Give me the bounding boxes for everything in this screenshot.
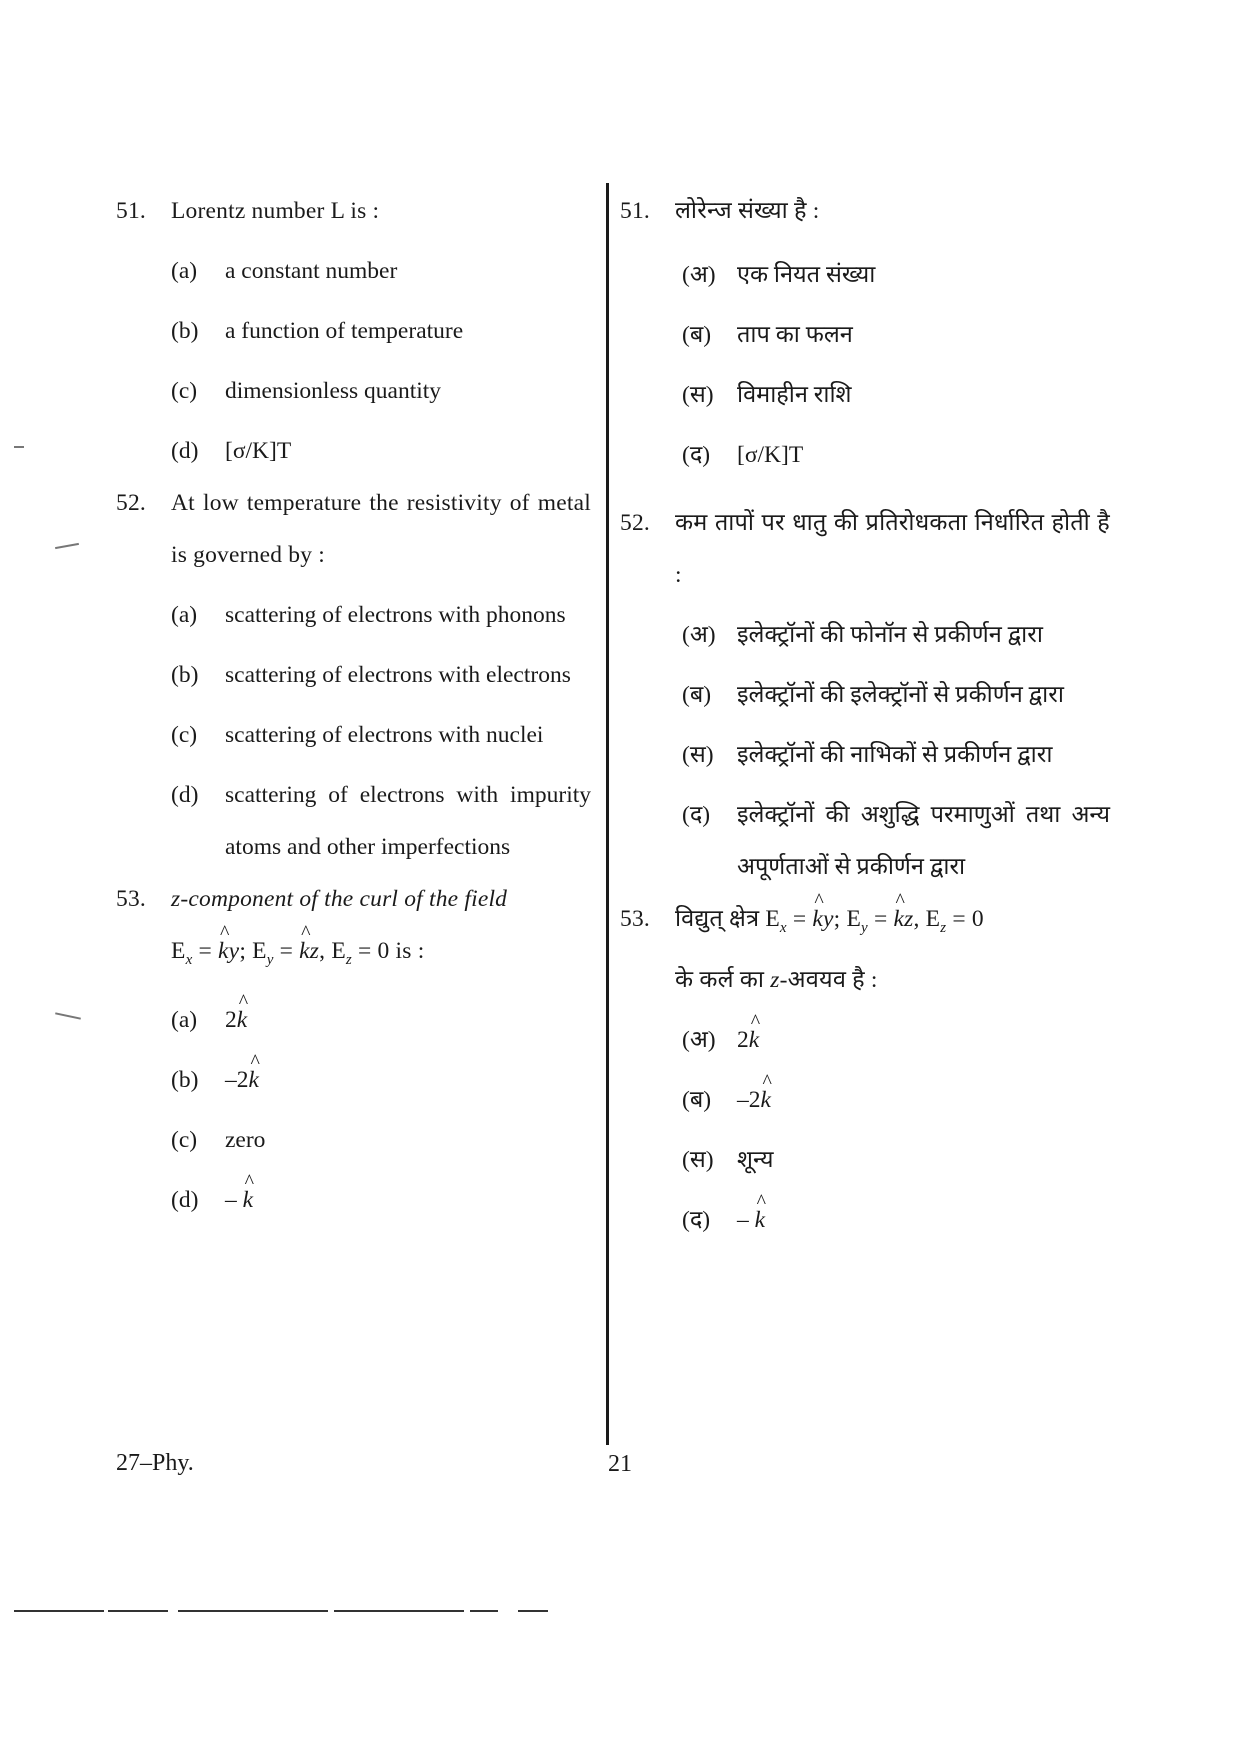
option-a (116, 245, 591, 297)
option-text: इलेक्ट्रॉनों की अशुद्धि परमाणुओं तथा अन्य अपूर्णताओं से प्रकीर्णन द्वारा (737, 802, 1110, 880)
option-label: (द) (682, 802, 711, 828)
question-number: 53. (116, 886, 146, 912)
question-number: 52. (116, 490, 146, 516)
paper-code: 27–Phy. (116, 1450, 194, 1476)
question-text: लोरेन्ज संख्या है : (675, 198, 820, 224)
option-label: (स) (682, 382, 714, 408)
options-list (116, 245, 591, 477)
option-text: scattering of electrons with electrons (225, 662, 571, 688)
scan-line (14, 1610, 104, 1612)
option-b (620, 669, 1110, 721)
question-53-en (116, 873, 591, 1226)
option-c (620, 369, 1110, 421)
question-text: z-component of the curl of the field (171, 886, 508, 912)
option-a (620, 249, 1110, 301)
option-label: (स) (682, 1147, 714, 1173)
option-label: (b) (171, 662, 199, 688)
question-number: 51. (116, 198, 146, 224)
option-c (620, 1134, 1110, 1186)
options-list (116, 994, 591, 1226)
option-b: (b) –2^ k (116, 1054, 591, 1106)
question-52-hi (620, 497, 1110, 893)
option-text: विमाहीन राशि (737, 382, 852, 408)
question-number: 51. (620, 198, 650, 224)
scan-line (518, 1610, 548, 1612)
option-text: इलेक्ट्रॉनों की नाभिकों से प्रकीर्णन द्वारा (737, 742, 1053, 768)
option-label: (द) (682, 442, 711, 468)
option-a: (a) 2^ k (116, 994, 591, 1046)
option-text: [σ/K]T (737, 442, 804, 468)
question-number: 52. (620, 510, 650, 536)
option-c (116, 365, 591, 417)
option-text: zero (225, 1127, 266, 1153)
option-a (620, 609, 1110, 661)
option-label: (b) (171, 1067, 199, 1093)
english-column (116, 185, 591, 1226)
option-d (620, 429, 1110, 481)
question-51-en (116, 185, 591, 477)
option-label: (a) (171, 602, 198, 628)
scan-line (178, 1610, 328, 1612)
option-d: (द) – ^ k (620, 1194, 1110, 1246)
scan-line (108, 1610, 168, 1612)
option-c (116, 709, 591, 761)
options-list (620, 1014, 1110, 1246)
option-label: (b) (171, 318, 199, 344)
scan-mark (55, 1012, 81, 1019)
question-text: कम तापों पर धातु की प्रतिरोधकता निर्धारित होती है : (675, 510, 1110, 588)
option-label: (अ) (682, 622, 716, 648)
option-d (116, 769, 591, 873)
option-label: (द) (682, 1207, 711, 1233)
option-d: (d) – ^ k (116, 1174, 591, 1226)
option-label: (अ) (682, 262, 716, 288)
option-text: dimensionless quantity (225, 378, 442, 404)
scan-line (470, 1610, 498, 1612)
option-label: (अ) (682, 1027, 716, 1053)
option-b (620, 309, 1110, 361)
option-text: scattering of electrons with nuclei (225, 722, 544, 748)
option-label: (d) (171, 1187, 199, 1213)
question-text-cont: के कर्ल का z-अवयव है : (675, 967, 878, 993)
field-expression: $E_x$ = ^ ky; $E_y$ = ^ kz, $E_z = 0$ is : (171, 925, 591, 986)
option-text: scattering of electrons with phonons (225, 602, 566, 628)
option-text: [σ/K]T (225, 438, 292, 464)
question-number: 53. (620, 906, 650, 932)
option-label: (c) (171, 1127, 198, 1153)
column-divider (606, 183, 609, 1445)
option-text: scattering of electrons with impurity atoms and other imperfections (225, 782, 591, 860)
option-text: ताप का फलन (737, 322, 853, 348)
option-label: (a) (171, 1007, 198, 1033)
question-53-hi (620, 893, 1110, 1246)
question-text: विद्युत् क्षेत्र $E_x$ = ^ ky; $E_y$ = ^ kz, $E_z = 0$ (675, 893, 1110, 954)
scan-mark (55, 543, 79, 549)
option-text: a function of temperature (225, 318, 464, 344)
scan-line (334, 1610, 464, 1612)
option-text: एक नियत संख्या (737, 262, 876, 288)
option-c (620, 729, 1110, 781)
options-list (620, 609, 1110, 893)
options-list (620, 249, 1110, 481)
option-text: a constant number (225, 258, 398, 284)
option-text: इलेक्ट्रॉनों की इलेक्ट्रॉनों से प्रकीर्णन द्वारा (737, 682, 1064, 708)
question-text: Lorentz number L is : (171, 198, 380, 224)
scan-mark (14, 446, 24, 448)
option-b (116, 305, 591, 357)
option-text: शून्य (737, 1147, 774, 1173)
option-d (620, 789, 1110, 893)
option-label: (c) (171, 722, 198, 748)
options-list (116, 589, 591, 873)
option-a: (अ) 2^ k (620, 1014, 1110, 1066)
option-label: (a) (171, 258, 198, 284)
hindi-column (620, 185, 1110, 1246)
option-label: (c) (171, 378, 198, 404)
option-b (116, 649, 591, 701)
option-label: (ब) (682, 682, 712, 708)
option-text: इलेक्ट्रॉनों की फोनॉन से प्रकीर्णन द्वारा (737, 622, 1043, 648)
option-label: (ब) (682, 322, 712, 348)
option-d (116, 425, 591, 477)
option-label: (स) (682, 742, 714, 768)
option-c (116, 1114, 591, 1166)
option-label: (d) (171, 438, 199, 464)
question-text: At low temperature the resistivity of metal is governed by : (171, 490, 591, 568)
page-number: 21 (608, 1451, 632, 1477)
option-b: (ब) –2^ k (620, 1074, 1110, 1126)
option-a (116, 589, 591, 641)
question-52-en (116, 477, 591, 873)
question-51-hi (620, 185, 1110, 481)
option-label: (ब) (682, 1087, 712, 1113)
option-label: (d) (171, 782, 199, 808)
